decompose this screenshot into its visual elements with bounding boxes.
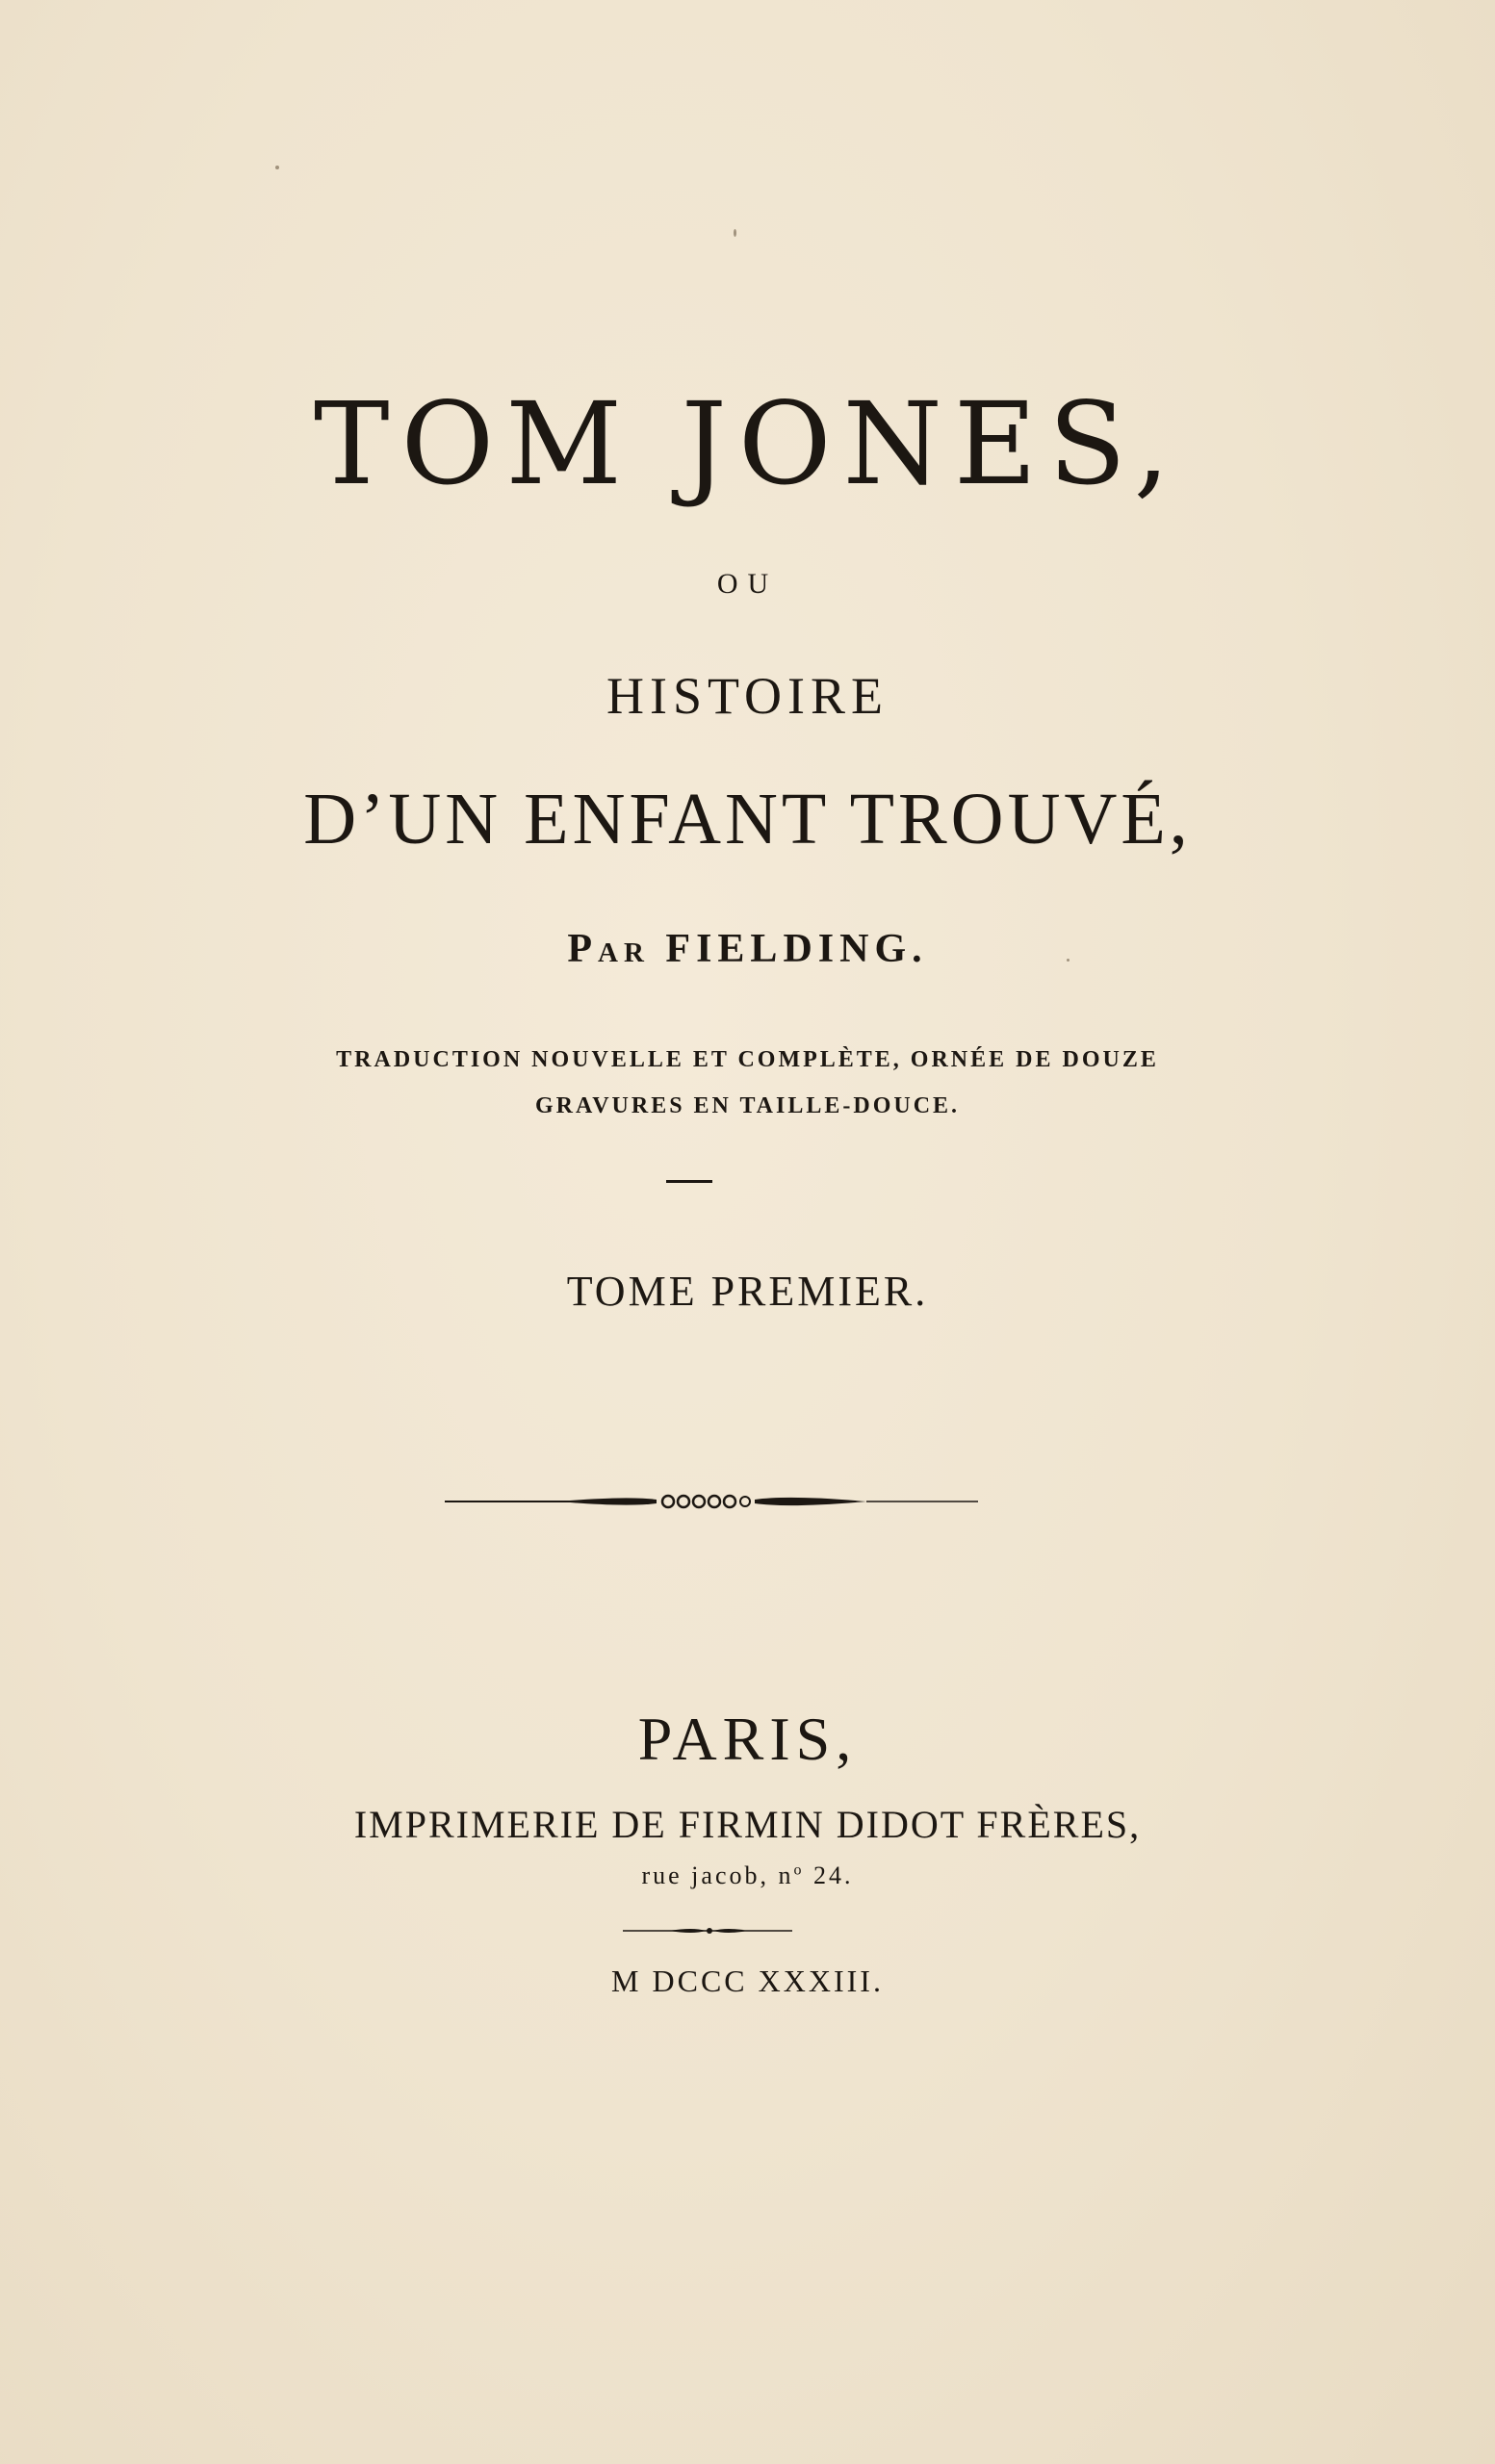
paper-speck (734, 229, 736, 237)
printer-address (0, 1861, 1495, 1890)
address-number: 24. (804, 1861, 854, 1889)
ornamental-rule (443, 1482, 982, 1521)
short-rule (666, 1180, 712, 1183)
subtitle: D’UN ENFANT TROUVÉ, (303, 779, 1192, 860)
conjunction: OU (716, 568, 779, 600)
printer: IMPRIMERIE DE FIRMIN DIDOT FRÈRES, (353, 1803, 1142, 1846)
translation-note-line1: TRADUCTION NOUVELLE ET COMPLÈTE, ORNÉE DE DOUZE (336, 1047, 1159, 1072)
subtitle-histoire: HISTOIRE (606, 667, 889, 725)
volume-label: TOME PREMIER. (566, 1268, 929, 1315)
paper-speck (275, 166, 279, 169)
address-superscript: o (793, 1861, 805, 1879)
address-prefix: rue jacob, n (641, 1861, 794, 1889)
small-ornamental-rule (621, 1921, 794, 1940)
author: Par FIELDING. (567, 927, 928, 971)
publication-date: M DCCC XXXIII. (611, 1964, 884, 1998)
translation-note-line2: GRAVURES EN TAILLE-DOUCE. (534, 1093, 961, 1118)
book-title: TOM JONES, (313, 377, 1182, 510)
city: PARIS, (637, 1705, 858, 1773)
